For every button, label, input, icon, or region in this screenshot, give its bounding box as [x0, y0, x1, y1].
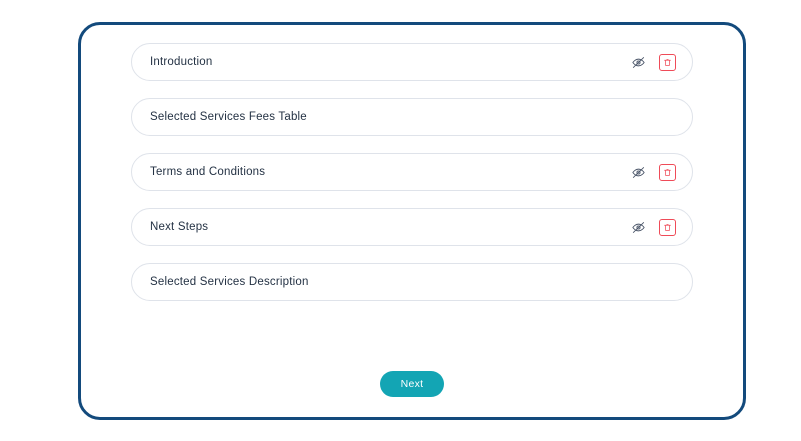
- section-title: Selected Services Description: [150, 276, 309, 288]
- sections-list: [131, 43, 693, 399]
- section-title: Next Steps: [150, 221, 209, 233]
- list-item[interactable]: [131, 153, 693, 191]
- sections-panel: [78, 22, 746, 420]
- section-title: Selected Services Fees Table: [150, 111, 307, 123]
- panel-footer: [81, 371, 743, 397]
- trash-icon-shape: [659, 219, 676, 236]
- trash-icon[interactable]: [659, 219, 676, 236]
- eye-off-icon[interactable]: [630, 164, 647, 181]
- trash-icon[interactable]: [659, 164, 676, 181]
- eye-off-icon[interactable]: [630, 219, 647, 236]
- trash-icon-shape: [659, 54, 676, 71]
- section-title: Terms and Conditions: [150, 166, 266, 178]
- row-actions: [630, 209, 676, 245]
- list-item[interactable]: [131, 263, 693, 301]
- trash-icon-shape: [659, 164, 676, 181]
- section-title: Introduction: [150, 56, 213, 68]
- list-item[interactable]: [131, 43, 693, 81]
- next-button[interactable]: Next: [380, 371, 444, 397]
- trash-icon[interactable]: [659, 54, 676, 71]
- eye-off-icon[interactable]: [630, 54, 647, 71]
- row-actions: [630, 44, 676, 80]
- list-item[interactable]: [131, 208, 693, 246]
- row-actions: [630, 154, 676, 190]
- list-item[interactable]: [131, 98, 693, 136]
